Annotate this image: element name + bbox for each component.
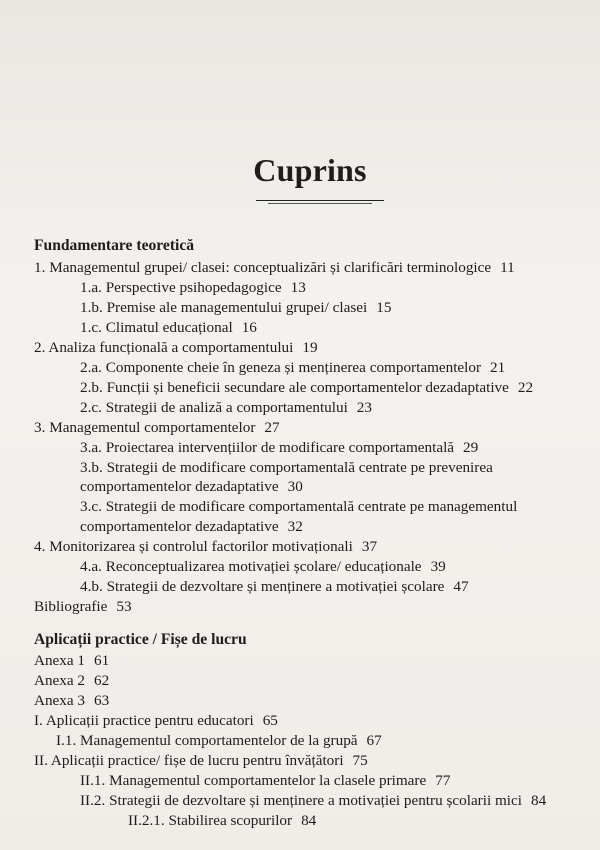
toc-entry-page: 77	[435, 772, 451, 789]
toc-entry-text: 3.c. Strategii de modificare comportamentală centrate pe managementul	[80, 498, 518, 515]
toc-entry-text: 1. Managementul grupei/ clasei: conceptualizări și clarificări terminologice	[34, 259, 492, 276]
toc-entry	[34, 418, 280, 437]
title-underline-secondary	[268, 203, 372, 204]
toc-entry	[80, 557, 446, 576]
toc-entry-text: comportamentelor dezadaptative	[80, 478, 279, 495]
toc-entry-page: 23	[356, 399, 372, 416]
toc-entry	[80, 771, 450, 790]
toc-entry-page: 62	[94, 672, 110, 689]
toc-entry-text: 1.c. Climatul educațional	[80, 319, 233, 336]
toc-entry-page: 63	[94, 692, 110, 709]
toc-entry	[80, 438, 478, 457]
toc-entry-page: 29	[463, 439, 479, 456]
toc-entry-text: 2.c. Strategii de analiză a comportamentului	[80, 399, 348, 416]
toc-entry-page: 19	[302, 339, 318, 356]
toc-entry	[34, 338, 318, 357]
toc-entry	[34, 691, 109, 710]
toc-entry	[80, 378, 533, 397]
toc-entry	[80, 517, 303, 536]
toc-entry-page: 61	[94, 652, 110, 669]
toc-entry-page: 27	[264, 419, 280, 436]
toc-entry-text: 3.a. Proiectarea intervențiilor de modificare comportamentală	[80, 439, 455, 456]
toc-entry-page: 84	[530, 792, 547, 809]
toc-entry	[34, 597, 132, 616]
toc-entry-page: 47	[453, 578, 469, 595]
toc-entry-text: II.2. Strategii de dezvoltare și menținere a motivației pentru școlarii mici	[80, 792, 522, 809]
toc-entry	[80, 497, 526, 516]
toc-entry-text: I. Aplicații practice pentru educatori	[34, 712, 254, 729]
toc-entry-text: 3.b. Strategii de modificare comportamentală centrate pe prevenirea	[80, 459, 493, 476]
toc-entry	[34, 258, 515, 277]
toc-entry-page: 75	[352, 752, 368, 769]
toc-entry-text: 1.b. Premise ale managementului grupei/ clasei	[80, 299, 368, 316]
toc-entry-page: 11	[500, 259, 515, 276]
toc-entry-text: Bibliografie	[34, 598, 108, 615]
toc-entry-text: 3. Managementul comportamentelor	[34, 419, 256, 436]
toc-entry	[80, 791, 546, 810]
toc-entry-page: 21	[490, 359, 506, 376]
toc-entry-text: 4.a. Reconceptualizarea motivației școlare/ educaționale	[80, 558, 422, 575]
toc-entry-text: I.1. Managementul comportamentelor de la grupă	[56, 732, 358, 749]
section-heading: Fundamentare teoretică	[34, 237, 195, 254]
toc-entry-text: comportamentelor dezadaptative	[80, 518, 279, 535]
toc-entry	[128, 811, 316, 830]
toc-entry-text: 4.b. Strategii de dezvoltare și menținere a motivației școlare	[80, 578, 445, 595]
toc-entry	[56, 731, 382, 750]
toc-entry-page: 13	[290, 279, 306, 296]
toc-entry-page: 15	[376, 299, 392, 316]
toc-entry-text: 2. Analiza funcțională a comportamentului	[34, 339, 294, 356]
toc-entry	[80, 318, 257, 337]
toc-entry-page: 30	[287, 478, 303, 495]
toc-entry	[80, 278, 306, 297]
toc-entry	[34, 751, 368, 770]
toc-entry-text: Anexa 3	[34, 692, 86, 709]
toc-entry	[80, 577, 469, 596]
toc-entry-page: 37	[361, 538, 378, 555]
toc-entry	[34, 537, 377, 556]
toc-entry	[80, 358, 505, 377]
toc-entry-page: 67	[366, 732, 382, 749]
title-underline	[256, 200, 384, 201]
toc-entry	[80, 398, 372, 417]
toc-entry-page: 16	[241, 319, 257, 336]
toc-entry	[34, 671, 109, 690]
toc-entry	[80, 458, 502, 477]
toc-entry-text: 4. Monitorizarea și controlul factorilor motivaționali	[34, 538, 353, 555]
section-heading: Aplicații practice / Fișe de lucru	[34, 631, 247, 648]
toc-entry-text: 2.b. Funcții și beneficii secundare ale comportamentelor dezadaptative	[80, 379, 509, 396]
toc-entry-text: 2.a. Componente cheie în geneza și menținerea comportamentelor	[80, 359, 482, 376]
toc-entry-page: 65	[262, 712, 278, 729]
toc-entry-text: II.2.1. Stabilirea scopurilor	[128, 812, 293, 829]
toc-entry-text: Anexa 1	[34, 652, 86, 669]
toc-entry-text: II.1. Managementul comportamentelor la clasele primare	[80, 772, 427, 789]
toc-entry-page: 84	[301, 812, 317, 829]
toc-entry-page: 32	[287, 518, 303, 535]
page-title: Cuprins	[253, 152, 367, 188]
toc-entry	[34, 651, 109, 670]
toc-entry-text: 1.a. Perspective psihopedagogice	[80, 279, 282, 296]
toc-entry-page: 53	[116, 598, 132, 615]
toc-entry	[80, 477, 303, 496]
toc-entry-page: 22	[517, 379, 534, 396]
toc-entry	[80, 298, 391, 317]
toc-entry-page: 39	[430, 558, 446, 575]
toc-entry-text: II. Aplicații practice/ fișe de lucru pentru învățători	[34, 752, 344, 769]
toc-entry-text: Anexa 2	[34, 672, 86, 689]
toc-entry	[34, 711, 278, 730]
